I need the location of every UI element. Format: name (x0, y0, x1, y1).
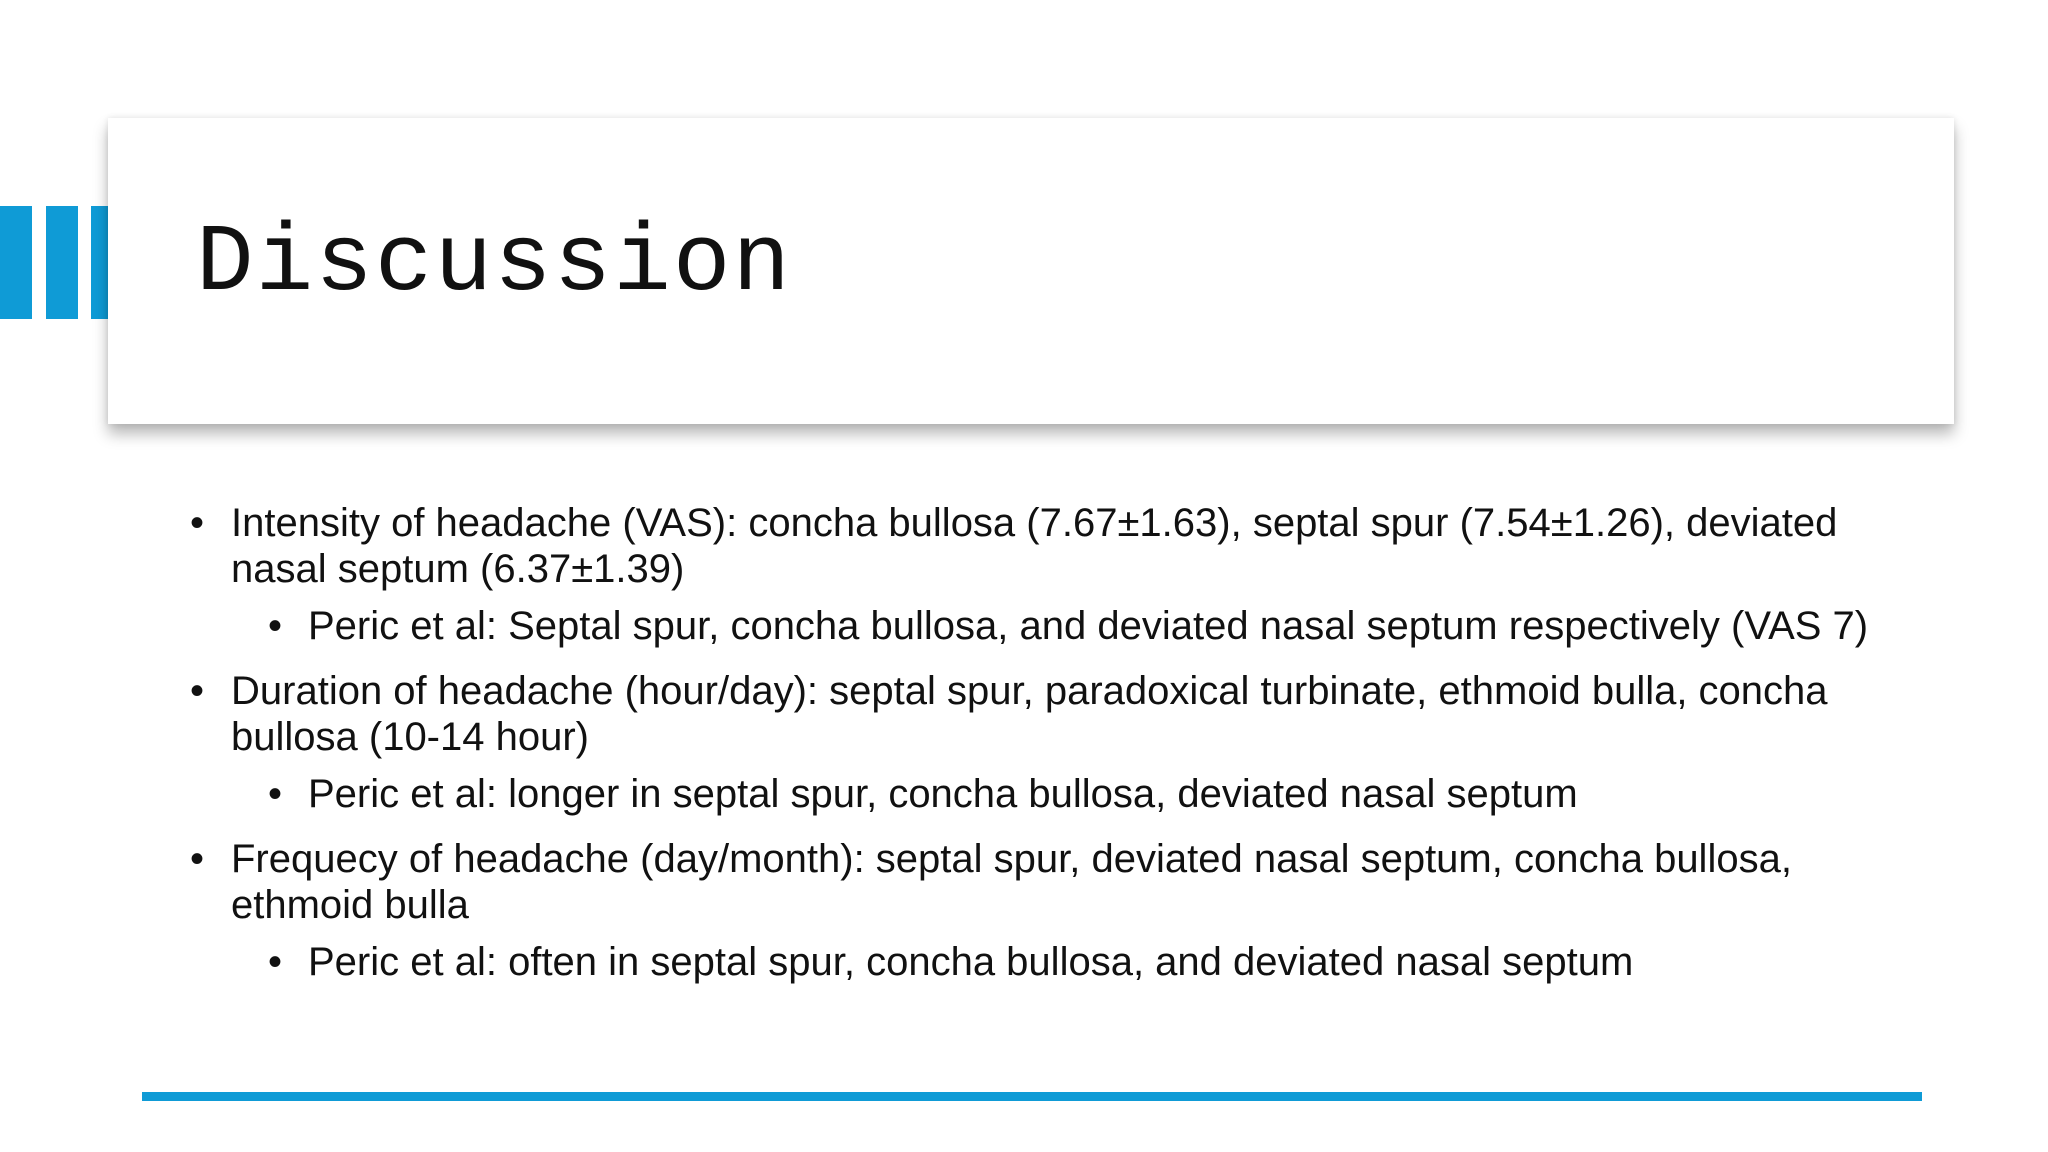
bullet-item (190, 668, 1890, 760)
accent-bar (91, 206, 108, 319)
sub-bullet-item (190, 603, 1890, 649)
bullet-text: Frequecy of headache (day/month): septal spur, deviated nasal septum, concha bullosa, ethmoid bulla (231, 837, 1792, 927)
bottom-divider (142, 1092, 1922, 1101)
title-card (108, 118, 1954, 424)
accent-bar (46, 206, 78, 319)
accent-bar (0, 206, 32, 319)
bullet-icon: • (268, 604, 283, 648)
sub-bullet-item (190, 939, 1890, 985)
sub-bullet-text: Peric et al: longer in septal spur, concha bullosa, deviated nasal septum (308, 772, 1578, 816)
bullet-icon: • (190, 837, 205, 881)
slide-title: Discussion (196, 209, 793, 318)
sub-bullet-text: Peric et al: Septal spur, concha bullosa, and deviated nasal septum respectively (VAS 7) (308, 604, 1869, 648)
bullet-item (190, 500, 1890, 592)
sub-bullet-text: Peric et al: often in septal spur, concha bullosa, and deviated nasal septum (308, 940, 1634, 984)
bullet-text: Intensity of headache (VAS): concha bullosa (7.67±1.63), septal spur (7.54±1.26), deviated nasal septum (6.37±1.39) (231, 501, 1838, 591)
sub-bullet-item (190, 771, 1890, 817)
bullet-icon: • (190, 669, 205, 713)
bullet-item (190, 836, 1890, 928)
bullet-text: Duration of headache (hour/day): septal spur, paradoxical turbinate, ethmoid bulla, concha bullosa (10-14 hour) (231, 669, 1828, 759)
bullet-icon: • (268, 772, 283, 816)
bullet-icon: • (190, 501, 205, 545)
bullet-icon: • (268, 940, 283, 984)
bullet-list (190, 500, 1890, 985)
